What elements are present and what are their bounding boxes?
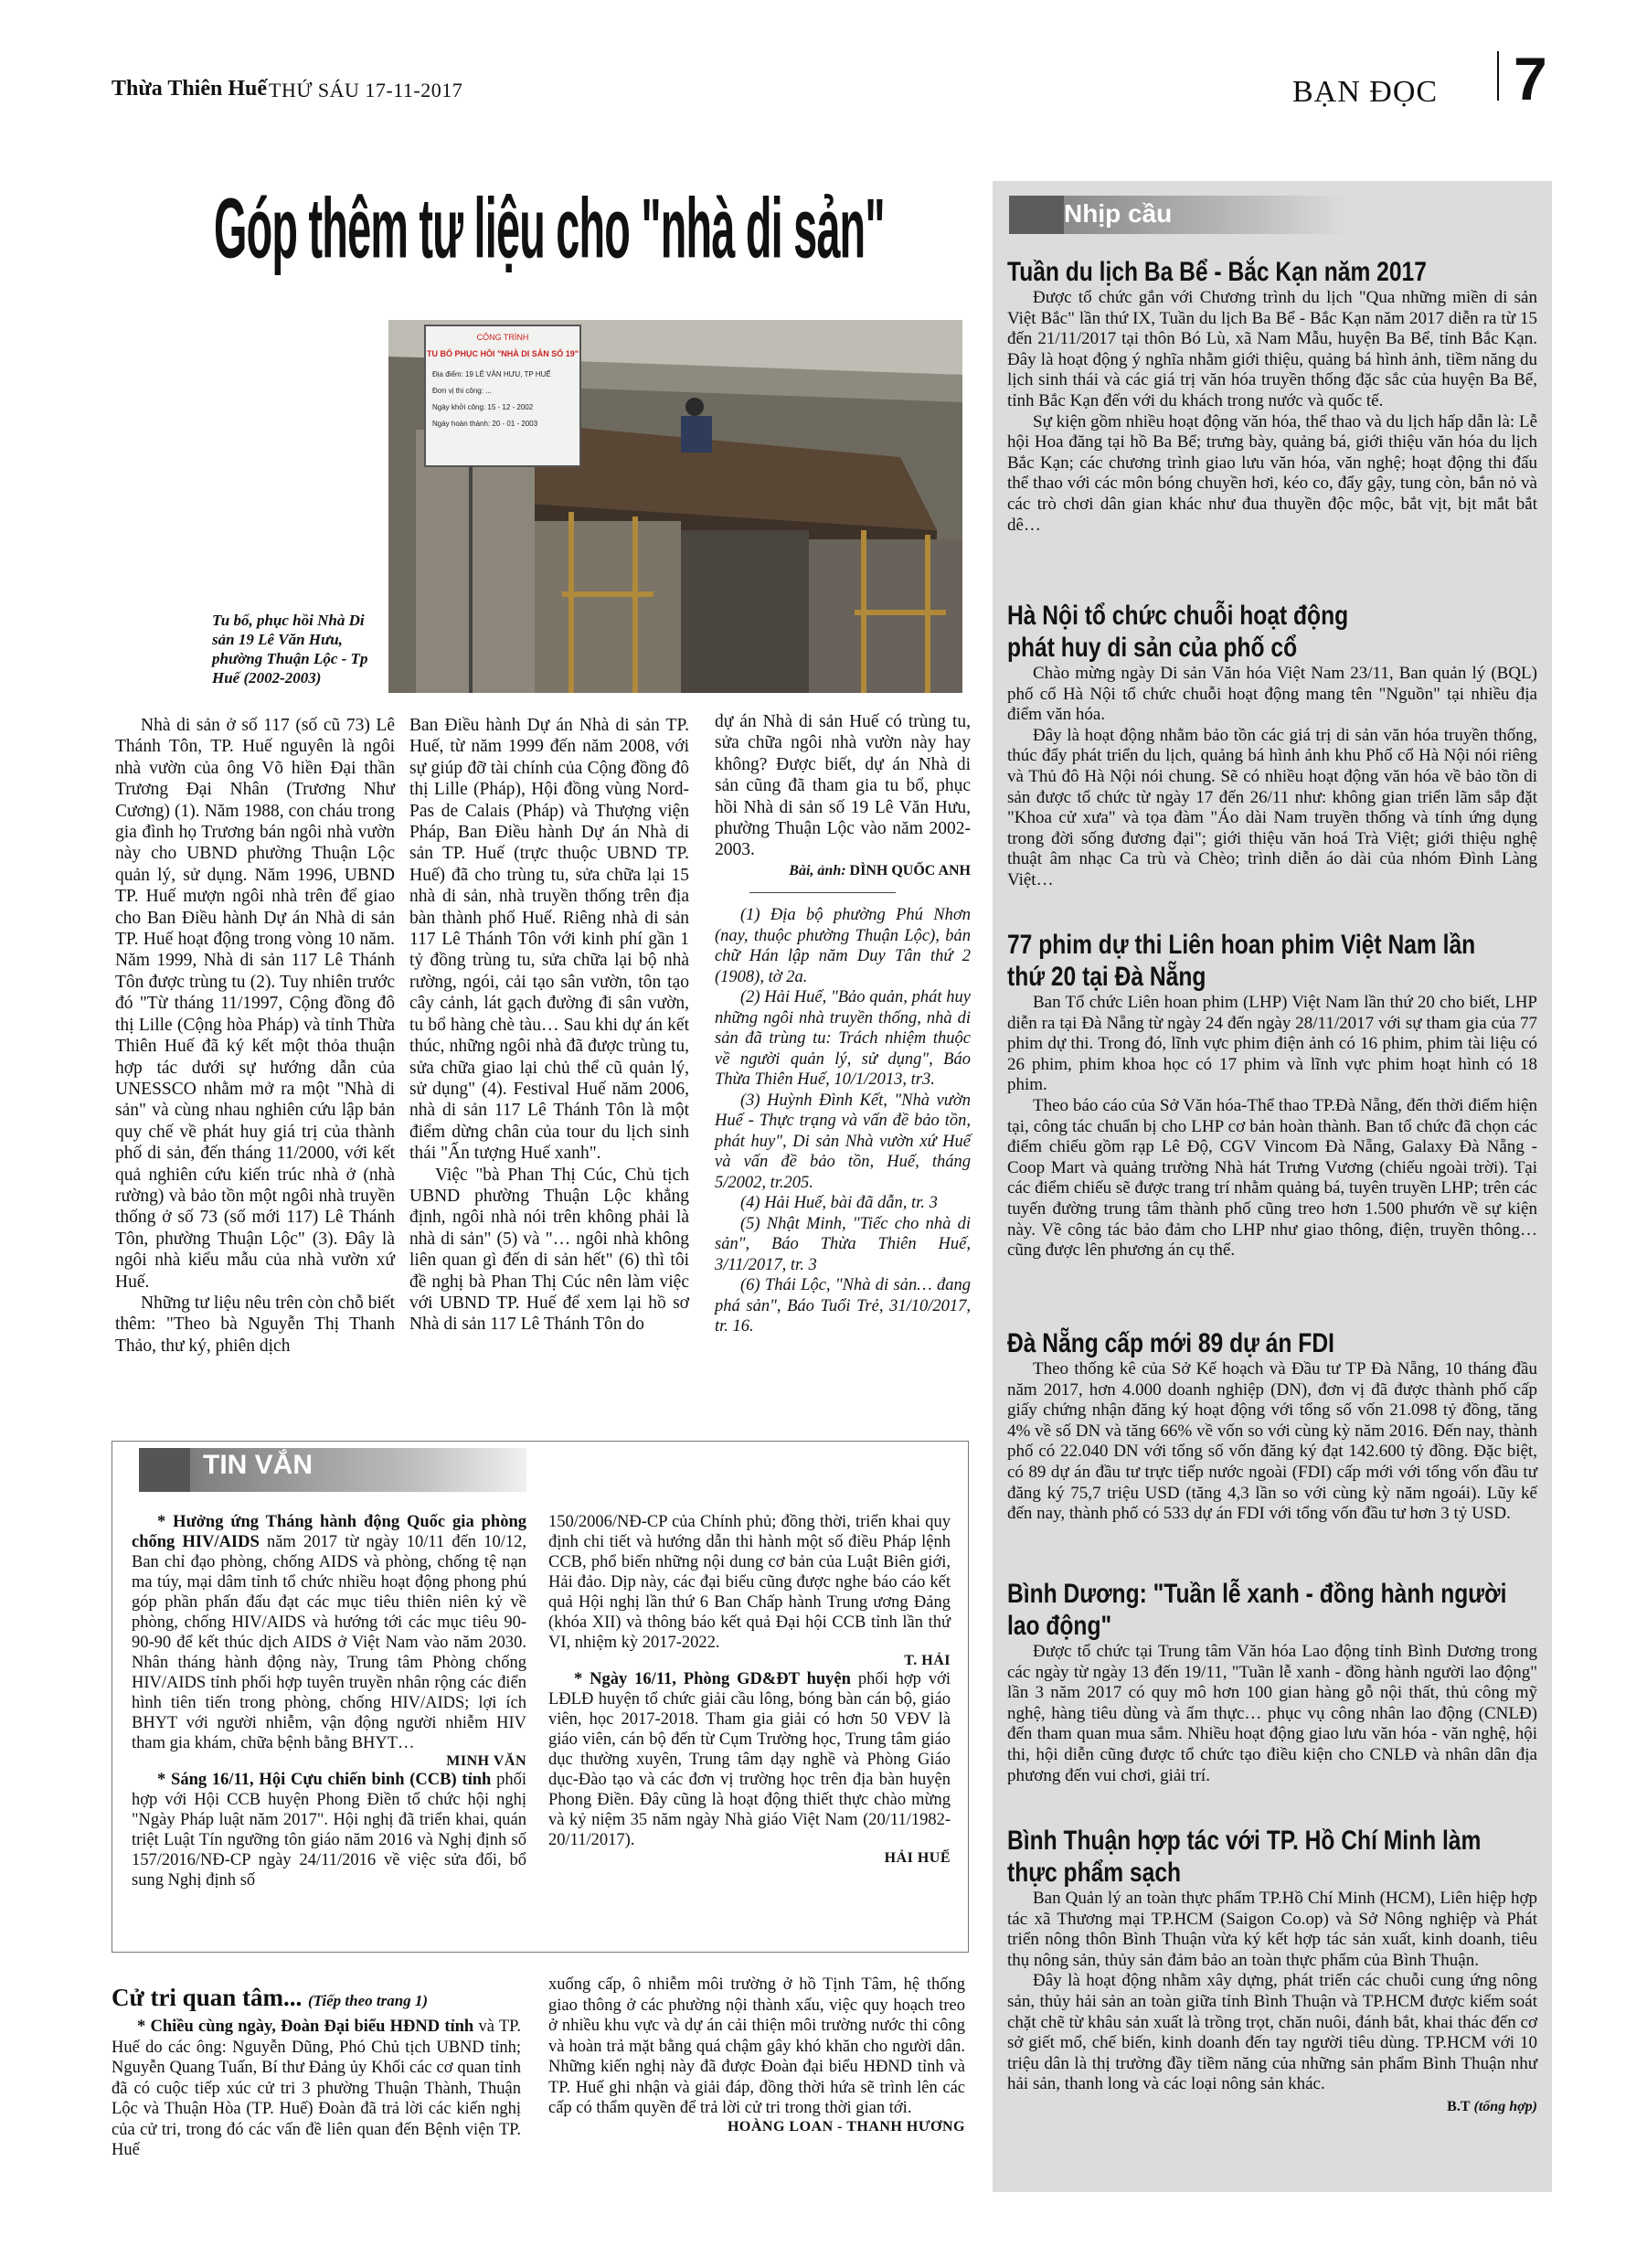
sidebar-item xyxy=(1007,256,1537,536)
sidebar-author-note: (tổng hợp) xyxy=(1473,2098,1537,2114)
sign-text: CÔNG TRÌNH xyxy=(476,333,529,342)
news-lead: * Sáng 16/11, Hội Cựu chiến binh (CCB) tỉnh xyxy=(157,1771,492,1789)
news-author: HẢI HUẾ xyxy=(884,1850,951,1866)
sign-text: Ngày khởi công: 15 - 12 - 2002 xyxy=(432,403,534,411)
article-column-2 xyxy=(409,715,689,1336)
sidebar-item-title: Bình Thuận hợp tác với TP. Hồ Chí Minh làm thực phẩm sạch xyxy=(1007,1826,1482,1888)
reference-item: (1) Địa bộ phường Phú Nhơn (nay, thuộc phường Thuận Lộc), bản chữ Hán lập năm Duy Tân thứ 2 (1908), tờ 2a. xyxy=(715,906,971,986)
refs-divider xyxy=(749,892,896,893)
news-body: năm 2017 từ ngày 10/11 đến 10/12, Ban chỉ đạo phòng, chống AIDS và phòng, chống tệ nạn ma túy, mại dâm tỉnh tổ chức nhiều hoạt động phong phú góp phần phấn đấu đạt các mục tiêu thiên niên kỷ về phòng, chống HIV/AIDS và hướng tới các mục tiêu 90-90-90 để kết thúc dịch AIDS ở Việt Nam vào năm 2030. Nhân tháng hành động này, Trung tâm Phòng chống HIV/AIDS tỉnh phối hợp tuyên truyền nhân rộng các điển hình tiên tiến trong phòng, chống HIV/AIDS; lợi ích BHYT với người nhiễm, vận động người nhiễm HIV tham gia khám, chữa bệnh bằng BHYT… xyxy=(132,1533,526,1752)
restoration-photo xyxy=(388,320,962,693)
cu-tri-paragraph: xuống cấp, ô nhiễm môi trường ở hồ Tịnh Tâm, hệ thống giao thông ở các phường nội thành xấu, việc quy hoạch treo ở nhiều khu vực và dự án cải thiện môi trường nước thi công và hoàn trả mặt bằng quá chậm gây khó khăn cho người dân. Những kiến nghị này đã được Đoàn đại biểu HĐND tỉnh và TP. Huế ghi nhận và giải đáp, đồng thời hứa sẽ trình lên các cấp có thẩm quyền để trả lời cử tri trong thời gian tới. xyxy=(548,1975,965,2117)
sidebar-paragraph: Đây là hoạt động nhằm xây dựng, phát triển các chuỗi cung ứng nông sản, thủy hải sản an toàn giữa tỉnh Bình Thuận và TP.HCM được kiểm soát chặt chẽ từ khâu sản xuất là trồng trọt, chăn nuôi, đánh bắt, khai thác đến cơ sở giết mổ, chế biến, kinh doanh đến tay người tiêu dùng. TP.HCM với 10 triệu dân là thị trường đầy tiềm năng của những sản phẩm Bình Thuận như hải sản, thanh long và các loại nông sản khác. xyxy=(1007,1971,1537,2094)
news-item: 150/2006/NĐ-CP của Chính phủ; đồng thời, triển khai quy định chi tiết và hướng dẫn thi hành một số điều Pháp lệnh CCB, phổ biến những nội dung cơ bản của Luật Biên giới, Hải đảo. Dịp này, các đại biểu cũng được nghe báo cáo kết quả Hội nghị lần thứ 6 Ban Chấp hành Trung ương Đảng (khóa XII) và thông báo kết quả Đại hội CCB tỉnh lần thứ VI, nhiệm kỳ 2017-2022. xyxy=(548,1513,951,1652)
masthead: Thừa Thiên Huế xyxy=(112,77,268,101)
article-column-3 xyxy=(715,711,971,879)
cu-tri-body: và TP. Huế do các ông: Nguyễn Dũng, Phó Chủ tịch UBND tỉnh; Nguyễn Quang Tuấn, Bí thư Đảng ủy Khối các cơ quan tỉnh đã có cuộc tiếp xúc cử tri 3 phường Thuận Thành, Thuận Lộc và Thuận Hòa (TP. Huế) Đoàn đã trả lời các kiến nghị của cử tri, trong đó các vấn đề liên quan đến Bệnh viện TP. Huế xyxy=(112,2018,521,2159)
article-paragraph: Những tư liệu nêu trên còn chỗ biết thêm: "Theo bà Nguyễn Thị Thanh Thảo, thư ký, phiên dịch xyxy=(115,1293,395,1356)
news-item xyxy=(132,1770,526,1890)
article-byline xyxy=(715,863,971,879)
sidebar-paragraph: Ban Tổ chức Liên hoan phim (LHP) Việt Nam lần thứ 20 cho biết, LHP diễn ra tại Đà Nẵng từ ngày 24 đến ngày 28/11/2017 với sự tham gia của 77 phim dự thi. Trong đó, lĩnh vực phim điện ảnh có 16 phim, phim tài liệu có 26 phim, phim khoa học có 17 phim và lĩnh vực phim hoạt hình có 18 phim. xyxy=(1007,993,1537,1095)
tin-van-column-1 xyxy=(132,1512,526,1890)
news-body: phối hợp với Hội CCB huyện Phong Điền tổ chức hội nghị "Ngày Pháp luật năm 2017". Hội nghị đã triển khai, quán triệt Luật Tín ngưỡng tôn giáo năm 2016 và Nghị định số 157/2016/NĐ-CP ngày 24/11/2016 về việc sửa đổi, bổ sung Nghị định số xyxy=(132,1771,527,1890)
reference-item: (4) Hải Huế, bài đã dẫn, tr. 3 xyxy=(740,1194,938,1212)
cu-tri-continued: (Tiếp theo trang 1) xyxy=(307,1992,429,2009)
tin-van-label: TIN VẮN xyxy=(203,1450,313,1480)
reference-item: (5) Nhật Minh, "Tiếc cho nhà di sản", Báo Thừa Thiên Huế, 3/11/2017, tr. 3 xyxy=(715,1214,971,1274)
cu-tri-column-2 xyxy=(548,1975,965,2135)
cu-tri-column-1 xyxy=(112,2017,521,2161)
sidebar-paragraph: Ban Quản lý an toàn thực phẩm TP.Hồ Chí Minh (HCM), Liên hiệp hợp tác xã Thương mại TP.HCM (Saigon Co.op) và Sở Nông nghiệp và Phát triển nông thôn Bình Thuận vừa ký kết hợp tác sản xuất, kinh doanh, tiêu thụ nông sản, thủy sản đảm bảo an toàn thực phẩm của Bình Thuận. xyxy=(1007,1889,1537,1970)
sidebar-paragraph: Sự kiện gồm nhiều hoạt động văn hóa, thể thao và du lịch hấp dẫn là: Lễ hội Hoa đăng tại hồ Ba Bể; trưng bày, quảng bá, giới thiệu văn hóa du lịch Bắc Kạn; các chương trình giao lưu văn hóa, văn nghệ; hoạt động thi đấu thể thao với các môn bóng chuyền hơi, kéo co, đẩy gậy, tung còn, bắn nỏ và các trò chơi dân gian khác như đua thuyền độc mộc, bắt vịt, bịt mắt bắt dê… xyxy=(1007,411,1537,535)
news-author: MINH VĂN xyxy=(446,1753,526,1769)
sidebar-paragraph: Được tổ chức gắn với Chương trình du lịch "Qua những miền di sản Việt Bắc" lần thứ IX, Tuần du lịch Ba Bể - Bắc Kạn năm 2017 diễn ra từ 15 đến 21/11/2017 tại thôn Bó Lù, xã Nam Mẫu, huyện Ba Bể, tỉnh Bắc Kạn. Đây là hoạt động ý nghĩa nhằm giới thiệu, quảng bá hình ảnh, tiềm năng du lịch sinh thái và các giá trị văn hóa truyền thống đặc sắc của huyện Ba Bể, tỉnh Bắc Kạn đến với du khách trong nước và quốc tế. xyxy=(1007,288,1537,410)
news-lead: * Ngày 16/11, Phòng GD&ĐT huyện xyxy=(574,1670,851,1688)
article-paragraph: dự án Nhà di sản Huế có trùng tu, sửa chữa ngôi nhà vườn này hay không? Được biết, dự án Nhà di sản cũng đã tham gia tu bổ, phục hồi Nhà di sản số 19 Lê Văn Hưu, phường Thuận Lộc vào năm 2002-2003. xyxy=(715,712,971,860)
article-paragraph: Nhà di sản ở số 117 (số cũ 73) Lê Thánh Tôn, TP. Huế nguyên là ngôi nhà vườn của ông Võ hiền Đại thần Trương Đại Nhân (Trương Như Cương) (1). Năm 1988, con cháu trong gia đình họ Trương bán ngôi nhà vườn này cho UBND phường Thuận Lộc quản lý, sử dụng. Năm 1996, UBND TP. Huế mượn ngôi nhà trên để giao cho Ban Điều hành Dự án Nhà di sản TP. Huế hoạt động trong vòng 10 năm. Năm 1999, Nhà di sản 117 Lê Thánh Tôn được trùng tu (2). Tuy nhiên trước đó "Từ tháng 11/1997, Cộng đồng đô thị Lille (Cộng hòa Pháp) và tỉnh Thừa Thiên Huế đã ký kết một thỏa thuận hợp tác dưới sự hướng dẫn của UNESSCO nhằm mở ra một "Nhà di sản" và cùng nhau nghiên cứu lập bản quy chế về phát huy giá trị của thành phố di sản, đến tháng 11/2000, với kết quả nghiên cứu kiến trúc nhà ở (nhà rường) và bảo tồn một ngôi nhà truyền thống ở số 73 (số mới 117) Lê Thánh Tôn, phường Thuận Lộc" (3). Đây là ngôi nhà kiểu mẫu của nhà vườn xứ Huế. xyxy=(115,716,395,1292)
sidebar-author xyxy=(1007,2099,1537,2115)
sidebar-paragraph: Được tổ chức tại Trung tâm Văn hóa Lao động tỉnh Bình Dương trong các ngày từ ngày 13 đến 19/11, "Tuần lễ xanh - đồng hành người lao động" lần 3 năm 2017 có quy mô hơn 100 gian hàng gỗ nội thất, thủ công mỹ nghệ, hàng tiêu dùng và ẩm thực… phục vụ công nhân lao động (CNLĐ) đến tham quan mua sắm. Nhiều hoạt động giao lưu văn hóa - văn nghệ, hội thi, hội diễn cũng được tổ chức tạo điều kiện cho CNLĐ và nhân dân địa phương đến vui chơi, giải trí. xyxy=(1007,1642,1537,1785)
sidebar-author-name: B.T xyxy=(1447,2098,1471,2114)
sidebar-item-title: 77 phim dự thi Liên hoan phim Việt Nam lần thứ 20 tại Đà Nẵng xyxy=(1007,930,1476,992)
sidebar-item-title: Đà Nẵng cấp mới 89 dự án FDI xyxy=(1007,1328,1334,1358)
sidebar-item xyxy=(1007,1825,1537,2115)
reference-item: (6) Thái Lộc, "Nhà di sản… đang phá sản", Báo Tuổi Trẻ, 31/10/2017, tr. 16. xyxy=(715,1276,971,1336)
article-paragraph: Việc "bà Phan Thị Cúc, Chủ tịch UBND phường Thuận Lộc khẳng định, ngôi nhà nói trên không phải là nhà di sản" (5) và "… ngôi nhà không liên quan gì đến di sản hết" (6) thì tôi đề nghị bà Phan Thị Cúc nên làm việc với UBND TP. Huế để xem lại hồ sơ Nhà di sản 117 Lê Thánh Tôn do xyxy=(409,1165,689,1335)
nhip-cau-label: Nhịp cầu xyxy=(1064,199,1173,228)
news-lead: * Hưởng ứng Tháng hành động Quốc gia phòng chống HIV/AIDS xyxy=(132,1513,526,1551)
reference-item: (2) Hải Huế, "Bảo quản, phát huy những ngôi nhà truyền thống, nhà di sản đã trùng tu: Trách nhiệm thuộc về người quản lý, sử dụng", Báo Thừa Thiên Huế, 10/1/2013, tr3. xyxy=(715,988,971,1089)
page-number: 7 xyxy=(1514,45,1547,112)
tin-van-column-2 xyxy=(548,1512,951,1867)
article-paragraph: Ban Điều hành Dự án Nhà di sản TP. Huế, từ năm 1999 đến năm 2008, với sự giúp đỡ tài chính của Cộng đồng đô thị Lille (Pháp), Hội đồng vùng Nord-Pas de Calais (Pháp) và Thượng viện Pháp, Ban Điều hành Dự án Nhà di sản TP. Huế (trực thuộc UBND TP. Huế) đã cho trùng tu, sửa chữa lại 15 nhà di sản, nhà truyền thống trên địa bàn thành phố Huế. Riêng nhà di sản 117 Lê Thánh Tôn với kinh phí gần 1 tỷ đồng trùng tu, sửa chữa lại bộ nhà rường, ngói, cải tạo sân vườn, tôn tạo cây cảnh, lát gạch đường đi sân vườn, tu bổ hàng chè tàu… Sau khi dự án kết thúc, những ngôi nhà đã được trùng tu, sửa chữa giao lại chủ thể cũ quản lý, sử dụng" (4). Festival Huế năm 2006, nhà di sản 117 Lê Thánh Tôn là một điểm dừng chân của tour du lịch sinh thái "Ấn tượng Huế xanh". xyxy=(409,716,689,1164)
sidebar-item-title: Bình Dương: "Tuần lễ xanh - đồng hành người lao động" xyxy=(1007,1579,1507,1641)
sign-text: Địa điểm: 19 LÊ VĂN HƯU, TP HUẾ xyxy=(432,370,551,378)
article-column-1 xyxy=(115,715,395,1357)
tin-van-tab xyxy=(139,1448,526,1492)
sidebar-item xyxy=(1007,600,1537,891)
sidebar-item xyxy=(1007,1578,1537,1786)
cu-tri-title xyxy=(112,1984,428,2012)
issue-date: THỨ SÁU 17-11-2017 xyxy=(269,79,463,101)
article-photo xyxy=(388,320,962,693)
sign-text: Đơn vị thi công: ... xyxy=(432,387,492,395)
article-headline: Góp thêm tư liệu cho "nhà di sản" xyxy=(214,180,885,276)
news-item xyxy=(548,1669,951,1850)
nhip-cau-tab xyxy=(1009,196,1347,234)
cu-tri-author: HOÀNG LOAN - THANH HƯƠNG xyxy=(727,2118,965,2135)
cu-tri-paragraph xyxy=(112,2017,521,2161)
photo-caption: Tu bổ, phục hồi Nhà Di sản 19 Lê Văn Hưu, phường Thuận Lộc - Tp Huế (2002-2003) xyxy=(212,612,368,687)
sign-text: Ngày hoàn thành: 20 - 01 - 2003 xyxy=(432,420,538,428)
cu-tri-lead-bold: Đoàn Đại biểu HĐND tỉnh xyxy=(275,2018,474,2036)
sidebar-item-title: Tuần du lịch Ba Bể - Bắc Kạn năm 2017 xyxy=(1007,257,1427,287)
article-references xyxy=(715,905,971,1337)
cu-tri-heading: Cử tri quan tâm... xyxy=(112,1984,303,2011)
byline-prefix: Bài, ảnh: xyxy=(789,862,846,878)
news-author: T. HẢI xyxy=(904,1653,951,1668)
section-title: BẠN ĐỌC xyxy=(1292,75,1439,109)
sidebar-paragraph: Theo báo cáo của Sở Văn hóa-Thể thao TP.Đà Nẵng, đến thời điểm hiện tại, công tác chuẩn bị cho LHP cơ bản hoàn thành. Ban tổ chức đã chọn các điểm chiếu gồm rạp Lê Độ, CGV Vincom Đà Nẵng, Galaxy Đà Nẵng - Coop Mart và quảng trường Nhà hát Trưng Vương (chiếu ngoài trời). Tại các điểm chiếu sẽ được trang trí nhằm quảng bá, tuyên truyền LHP; trên các tuyến đường trung tâm thành phố cũng treo hơn 1.500 phướn về sự kiện này. Về công tác bảo đảm cho LHP như giao thông, điện, truyền thông… cũng được lên phương án cụ thể. xyxy=(1007,1095,1537,1261)
sidebar-item-title: Hà Nội tổ chức chuỗi hoạt động phát huy di sản của phố cổ xyxy=(1007,601,1349,663)
header-divider xyxy=(1497,51,1499,101)
news-item xyxy=(132,1512,526,1753)
sidebar-paragraph: Chào mừng ngày Di sản Văn hóa Việt Nam 23/11, Ban quản lý (BQL) phố cổ Hà Nội tổ chức chuỗi hoạt động mang tên "Nguồn" tại nhiều địa điểm văn hóa. xyxy=(1007,664,1537,725)
cu-tri-lead: * Chiều cùng ngày, xyxy=(137,2018,276,2036)
reference-item: (3) Huỳnh Đình Kết, "Nhà vườn Huế - Thực trạng và vấn đề bảo tồn, phát huy", Di sản Nhà vườn xứ Huế và vấn đề bảo tồn, Huế, tháng 5/2002, tr.205. xyxy=(715,1091,971,1192)
news-body: phối hợp với LĐLĐ huyện tổ chức giải cầu lông, bóng bàn cán bộ, giáo viên, học 2017-2018. Tham gia giải có hơn 50 VĐV là giáo viên, cán bộ đến từ Cụm Trường học, Trung tâm giáo dục thường xuyên, Trung tâm dạy nghề và Phòng Giáo dục-Đào tạo và các đơn vị trường học trên địa bàn huyện Phong Điền. Đây cũng là hoạt động thiết thực chào mừng và kỷ niệm 35 năm ngày Nhà giáo Việt Nam (20/11/1982-20/11/2017). xyxy=(548,1670,951,1849)
byline-name: DÌNH QUỐC ANH xyxy=(849,862,971,878)
sidebar-item xyxy=(1007,1327,1537,1525)
sidebar-paragraph: Theo thống kê của Sở Kế hoạch và Đầu tư TP Đà Nẵng, 10 tháng đầu năm 2017, hơn 4.000 doanh nghiệp (DN), đơn vị đã được thành phố cấp giấy chứng nhận đăng ký hoạt động với tổng số vốn 21.098 tỷ đồng, tăng 4% về số DN và tăng 66% về vốn so với cùng kỳ năm 2016. Đến nay, thành phố có 22.040 DN với tổng số vốn đăng ký đạt 142.600 tỷ đồng. Đặc biệt, có 89 dự án đầu tư trực tiếp nước ngoài (FDI) cấp mới với tổng vốn đầu tư đăng ký 75,7 triệu USD (tăng 4,3 lần so với cùng kỳ năm ngoái). Lũy kế đến nay, thành phố có 533 dự án FDI với tổng vốn đầu tư hơn 3 tỷ USD. xyxy=(1007,1359,1537,1524)
sign-text: TU BỔ PHỤC HỒI "NHÀ DI SẢN SỐ 19" xyxy=(426,349,579,358)
sidebar-paragraph: Đây là hoạt động nhằm bảo tồn các giá trị di sản văn hóa truyền thống, thúc đẩy phát triển du lịch, quảng bá hình ảnh khu Phố cổ Hà Nội nói riêng và Thủ đô Hà Nội nói chung. Sẽ có nhiều hoạt động văn hóa về bảo tồn di sản được tổ chức từ ngày 17 đến 26/11 như: không gian triển lãm sắp đặt "Khoa cử xưa" và tọa đàm "Áo dài Nam truyền thống và tính ứng dụng trong đời sống đương đại"; giới thiệu văn hoá Trà Việt; giới thiệu nghệ thuật âm nhạc Ca trù và Chèo; trình diễn áo dài của nhóm Đình Làng Việt… xyxy=(1007,725,1537,889)
sidebar-item xyxy=(1007,929,1537,1262)
